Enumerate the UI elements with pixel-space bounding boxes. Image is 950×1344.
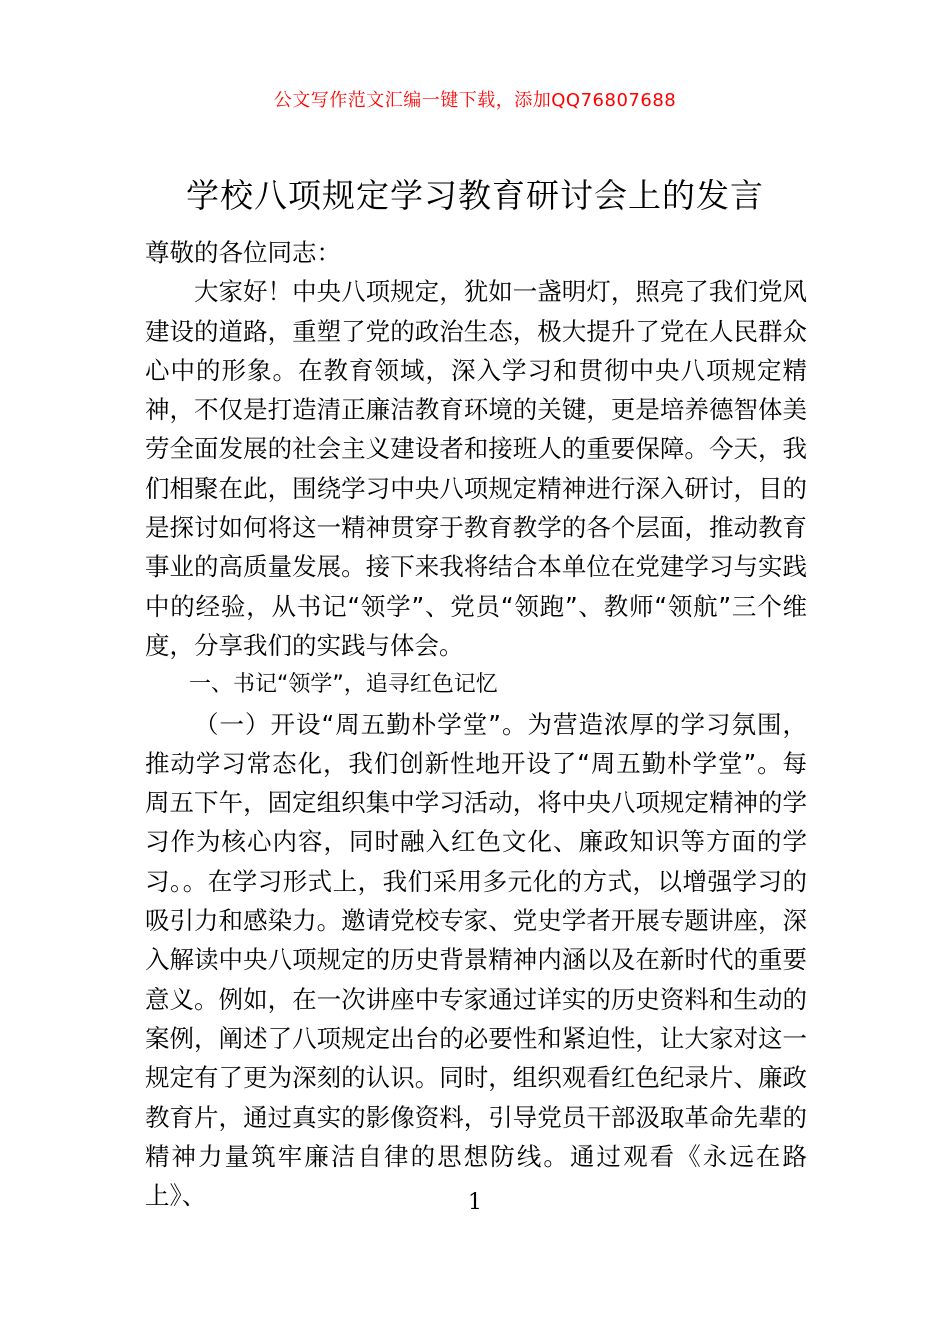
document-body [145,233,807,1215]
document-title: 学校八项规定学习教育研讨会上的发言 [186,176,764,215]
header-note: 公文写作范文汇编一键下载，添加QQ76807688 [273,90,677,111]
salutation: 尊敬的各位同志： [145,238,341,267]
intro-paragraph: 大家好！中央八项规定，犹如一盏明灯，照亮了我们党风建设的道路，重塑了党的政治生态，极大提升了党在人民群众心中的形象。在教育领域，深入学习和贯彻中央八项规定精神，不仅是打造清正廉洁教育环境的关键，更是培养德智体美劳全面发展的社会主义建设者和接班人的重要保障。今天，我们相聚在此，围绕学习中央八项规定精神进行深入研讨，目的是探讨如何将这一精神贯穿于教育教学的各个层面，推动教育事业的高质量发展。接下来我将结合本单位在党建学习与实践中的经验，从书记“领学”、党员“领跑”、教师“领航”三个维度，分享我们的实践与体会。 [145,277,807,660]
section-one-paragraph: （一）开设“周五勤朴学堂”。为营造浓厚的学习氛围，推动学习常态化，我们创新性地开设了“周五勤朴学堂”。每周五下午，固定组织集中学习活动，将中央八项规定精神的学习作为核心内容，同时融入红色文化、廉政知识等方面的学习。。在学习形式上，我们采用多元化的方式，以增强学习的吸引力和感染力。邀请党校专家、党史学者开展专题讲座，深入解读中央八项规定的历史背景精神内涵以及在新时代的重要意义。例如，在一次讲座中专家通过详实的历史资料和生动的案例，阐述了八项规定出台的必要性和紧迫性，让大家对这一规定有了更为深刻的认识。同时，组织观看红色纪录片、廉政教育片，通过真实的影像资料，引导党员干部汲取革命先辈的精神力量筑牢廉洁自律的思想防线。通过观看《永远在路上》、 [145,709,807,1211]
section-one-heading: 一、书记“领学”，追寻红色记忆 [189,672,498,698]
page-number: 1 [468,1190,482,1215]
